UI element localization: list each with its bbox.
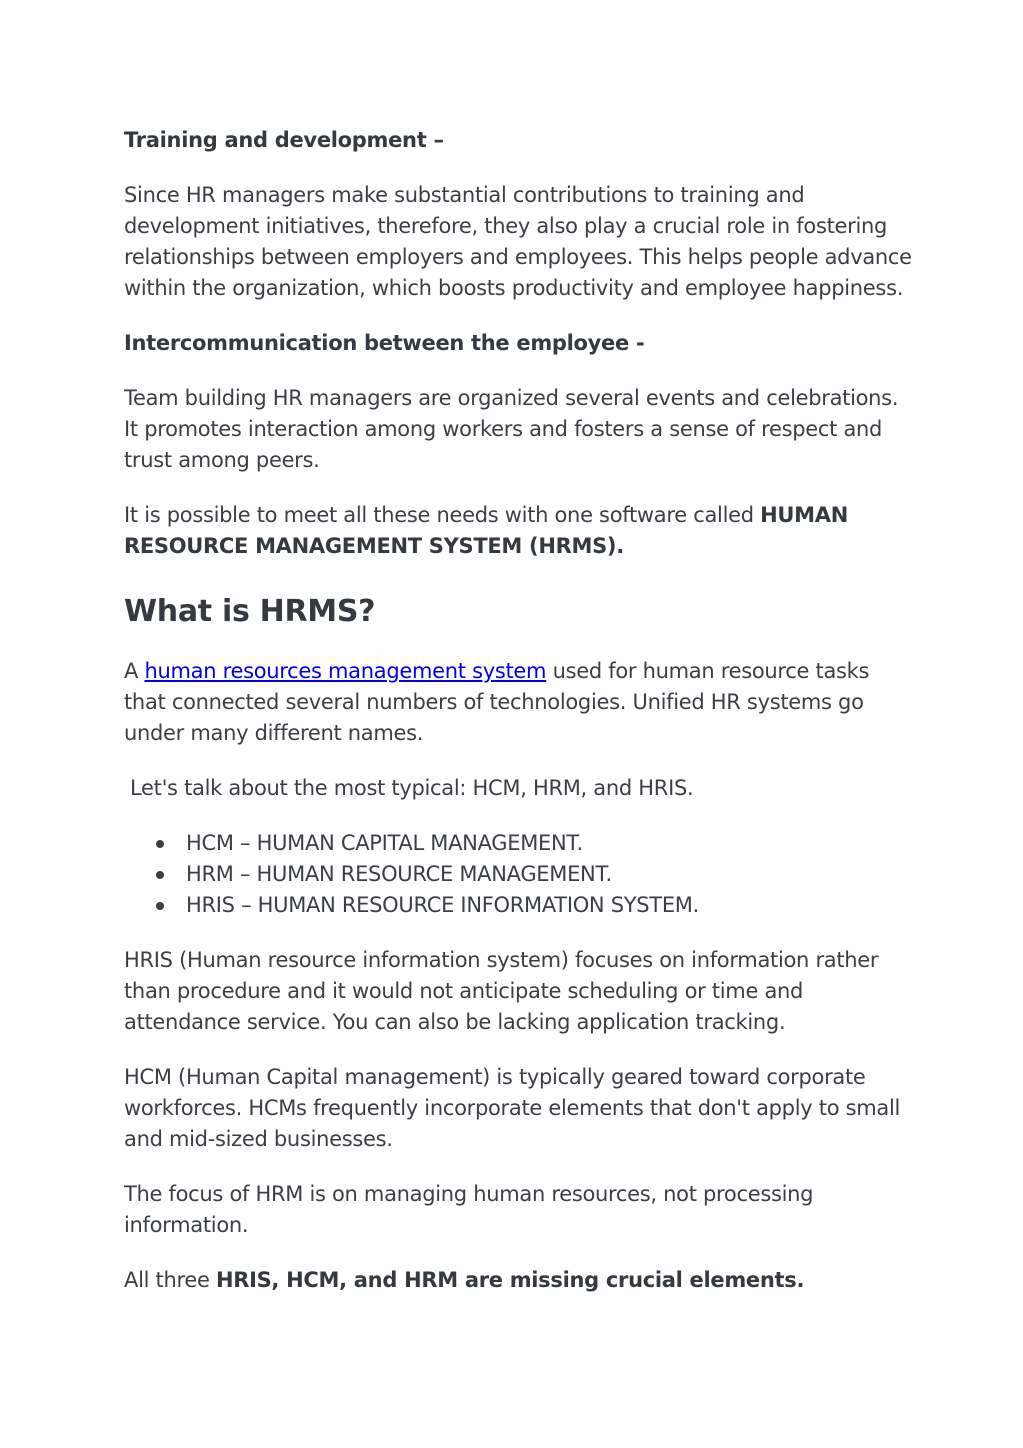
closing-paragraph — [124, 1265, 914, 1296]
hris-paragraph: HRIS (Human resource information system) focuses on information rather than procedure and it would not anticipate scheduling or time and attendance service. You can also be lacking application tracking. — [124, 948, 879, 1034]
training-heading: Training and development – — [124, 128, 444, 152]
closing-bold: HRIS, HCM, and HRM are missing crucial elements. — [215, 1268, 805, 1292]
hcm-paragraph: HCM (Human Capital management) is typically geared toward corporate workforces. HCMs frequently incorporate elements that don't apply to small and mid-sized businesses. — [124, 1065, 901, 1151]
bullet-icon — [156, 840, 164, 848]
list-item-text: HCM – HUMAN CAPITAL MANAGEMENT. — [186, 831, 583, 855]
hrms-intro-text: It is possible to meet all these needs with one software called — [124, 503, 761, 527]
intercommunication-heading: Intercommunication between the employee - — [124, 331, 645, 355]
training-paragraph: Since HR managers make substantial contributions to training and development initiatives, therefore, they also play a crucial role in fostering relationships between employers and employees. This helps people advance within the organization, which boosts productivity and employee happiness. — [124, 183, 912, 300]
typical-paragraph: Let's talk about the most typical: HCM, HRM, and HRIS. — [130, 776, 694, 800]
bullet-icon — [156, 902, 164, 910]
document-page — [124, 125, 914, 1296]
list-item-text: HRIS – HUMAN RESOURCE INFORMATION SYSTEM. — [186, 893, 699, 917]
intercommunication-paragraph: Team building HR managers are organized several events and celebrations. It promotes interaction among workers and fosters a sense of respect and trust among peers. — [124, 386, 899, 472]
list-item — [186, 859, 914, 890]
list-item — [186, 828, 914, 859]
hrms-link[interactable]: human resources management system — [144, 659, 547, 683]
hrm-paragraph: The focus of HRM is on managing human resources, not processing information. — [124, 1182, 814, 1237]
list-item-text: HRM – HUMAN RESOURCE MANAGEMENT. — [186, 862, 612, 886]
closing-text: All three — [124, 1268, 216, 1292]
what-is-hrms-heading: What is HRMS? — [124, 594, 376, 629]
hrms-definition-rest: used for human resource tasks that connected several numbers of technologies. Unified HR systems go under many different names. — [124, 659, 870, 745]
hrms-intro-paragraph — [124, 500, 914, 562]
hrms-definition-lead: A — [124, 659, 145, 683]
bullet-icon — [156, 871, 164, 879]
hr-systems-list — [124, 828, 914, 921]
hrms-intro-bold: HUMAN RESOURCE MANAGEMENT SYSTEM (HRMS). — [124, 503, 848, 558]
hrms-definition-paragraph — [124, 656, 914, 749]
list-item — [186, 890, 914, 921]
